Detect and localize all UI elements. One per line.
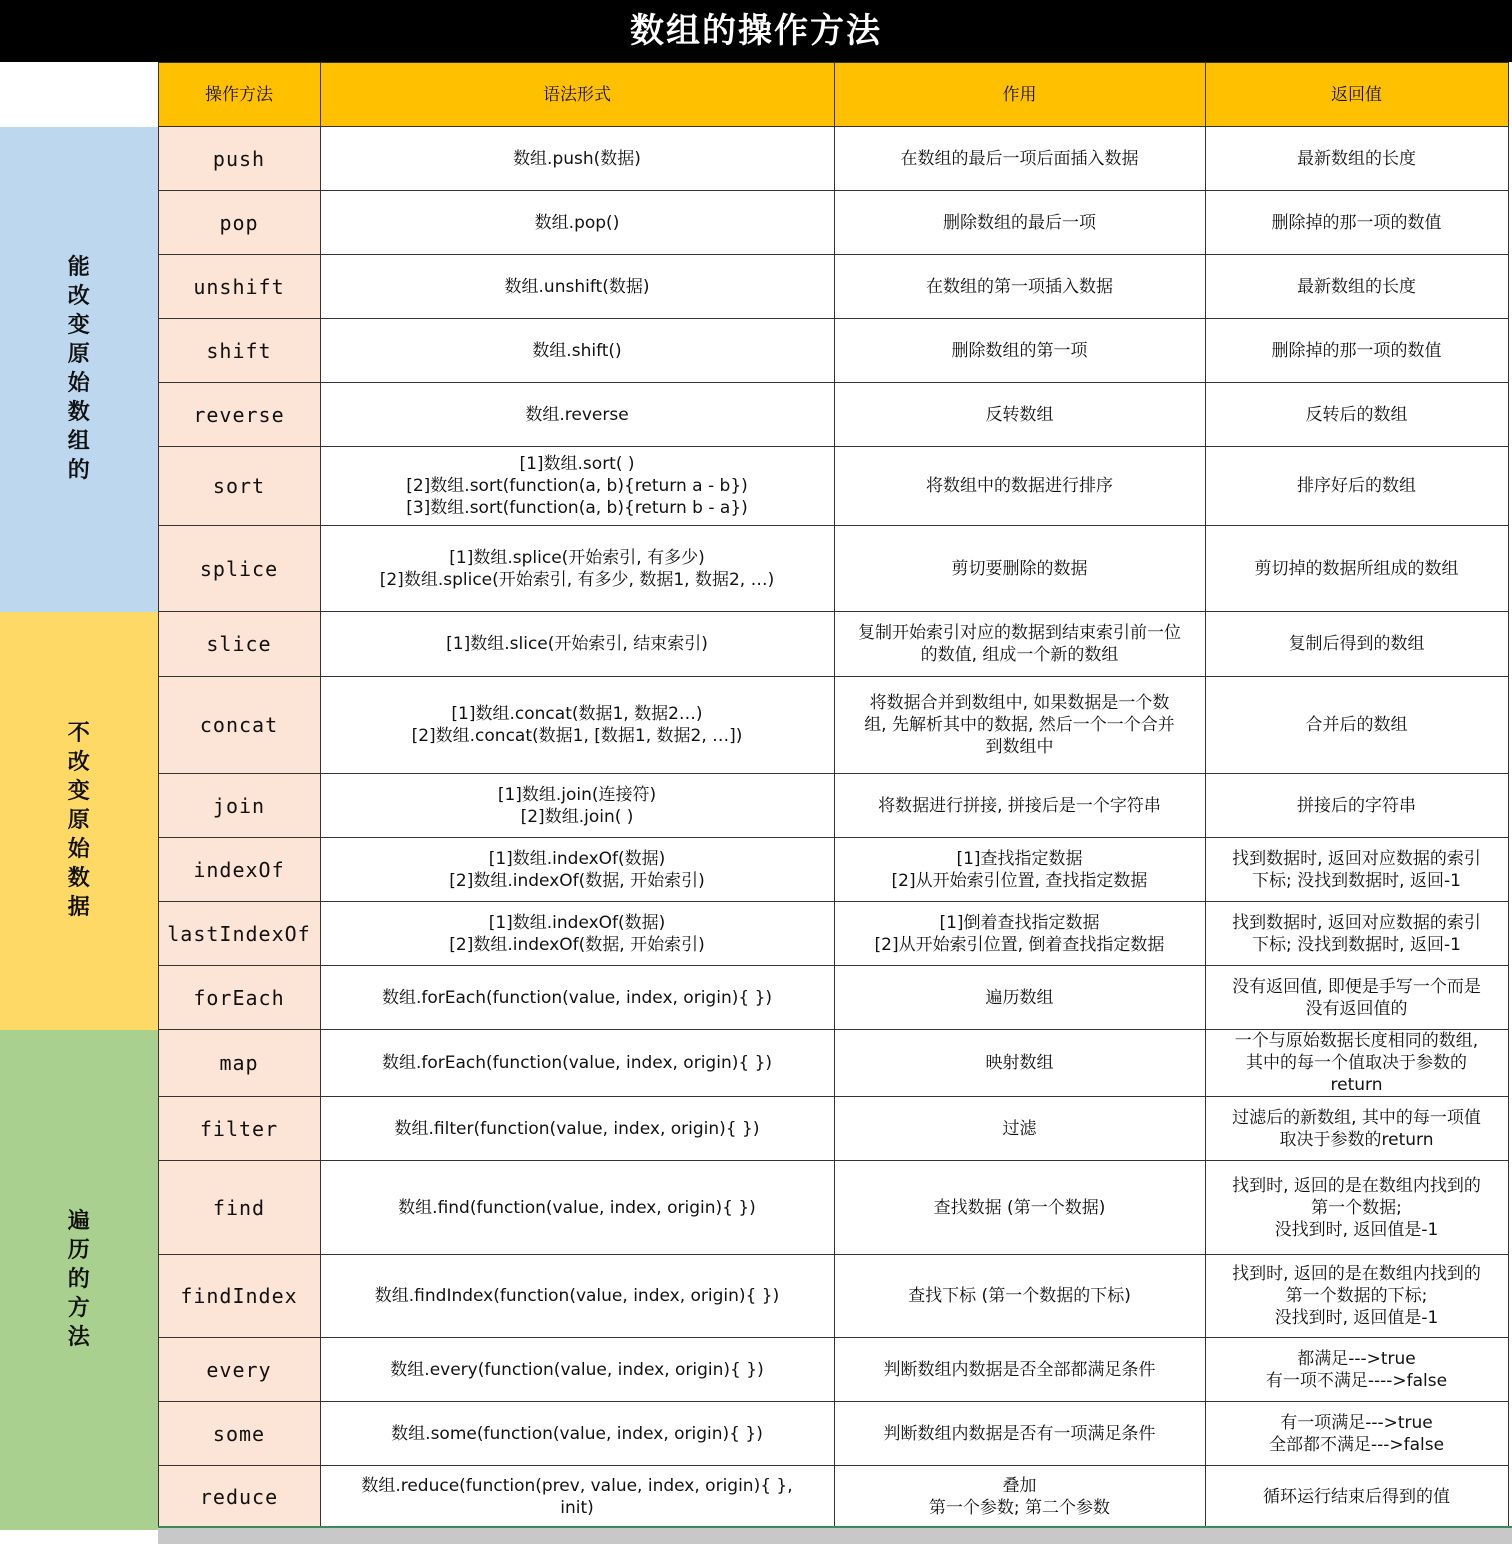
syntax-cell: 数组.filter(function(value, index, origin){ })	[320, 1097, 834, 1161]
syntax-cell: [1]数组.indexOf(数据) [2]数组.indexOf(数据, 开始索引)	[320, 838, 834, 902]
effect-cell: 查找下标 (第一个数据的下标)	[834, 1255, 1205, 1338]
effect-cell: 查找数据 (第一个数据)	[834, 1161, 1205, 1255]
returns-cell: 最新数组的长度	[1205, 255, 1508, 319]
syntax-cell: [1]数组.indexOf(数据) [2]数组.indexOf(数据, 开始索引)	[320, 902, 834, 966]
category-cell	[0, 612, 158, 1030]
syntax-cell: 数组.forEach(function(value, index, origin){ })	[320, 1030, 834, 1097]
method-cell: lastIndexOf	[158, 902, 320, 966]
method-cell: concat	[158, 677, 320, 774]
header-returns: 返回值	[1205, 63, 1508, 127]
method-cell: findIndex	[158, 1255, 320, 1338]
returns-cell: 找到时, 返回的是在数组内找到的 第一个数据; 没找到时, 返回值是-1	[1205, 1161, 1508, 1255]
effect-cell: [1]倒着查找指定数据 [2]从开始索引位置, 倒着查找指定数据	[834, 902, 1205, 966]
syntax-cell: 数组.every(function(value, index, origin){ })	[320, 1338, 834, 1402]
effect-cell: [1]查找指定数据 [2]从开始索引位置, 查找指定数据	[834, 838, 1205, 902]
table-row	[0, 1338, 1508, 1402]
horizontal-scrollbar[interactable]	[158, 1526, 1512, 1544]
category-label: 遍历的方法	[67, 1209, 90, 1350]
effect-cell: 映射数组	[834, 1030, 1205, 1097]
syntax-cell: 数组.unshift(数据)	[320, 255, 834, 319]
method-cell: some	[158, 1402, 320, 1466]
method-cell: every	[158, 1338, 320, 1402]
returns-cell: 一个与原始数据长度相同的数组, 其中的每一个值取决于参数的 return	[1205, 1030, 1508, 1097]
returns-cell: 找到数据时, 返回对应数据的索引 下标; 没找到数据时, 返回-1	[1205, 838, 1508, 902]
header-syntax: 语法形式	[320, 63, 834, 127]
table-row	[0, 612, 1508, 677]
syntax-cell: [1]数组.sort( ) [2]数组.sort(function(a, b){return a - b}) [3]数组.sort(function(a, b){return b - a})	[320, 447, 834, 526]
category-cell	[0, 1030, 158, 1530]
category-cell	[0, 127, 158, 612]
category-label: 能改变原始数组的	[67, 255, 90, 483]
table-row	[0, 255, 1508, 319]
syntax-cell: 数组.shift()	[320, 319, 834, 383]
table-row	[0, 838, 1508, 902]
method-cell: filter	[158, 1097, 320, 1161]
returns-cell: 最新数组的长度	[1205, 127, 1508, 191]
method-cell: reduce	[158, 1466, 320, 1529]
returns-cell: 找到时, 返回的是在数组内找到的 第一个数据的下标; 没找到时, 返回值是-1	[1205, 1255, 1508, 1338]
method-cell: splice	[158, 526, 320, 612]
syntax-cell: 数组.find(function(value, index, origin){ })	[320, 1161, 834, 1255]
table-row	[0, 677, 1508, 774]
returns-cell: 过滤后的新数组, 其中的每一项值 取决于参数的return	[1205, 1097, 1508, 1161]
returns-cell: 没有返回值, 即便是手写一个而是 没有返回值的	[1205, 966, 1508, 1030]
method-cell: push	[158, 127, 320, 191]
effect-cell: 在数组的最后一项后面插入数据	[834, 127, 1205, 191]
syntax-cell: [1]数组.concat(数据1, 数据2…) [2]数组.concat(数据1, [数据1, 数据2, …])	[320, 677, 834, 774]
table-row	[0, 127, 1508, 191]
method-cell: join	[158, 774, 320, 838]
table-row	[0, 1255, 1508, 1338]
syntax-cell: [1]数组.join(连接符) [2]数组.join( )	[320, 774, 834, 838]
effect-cell: 判断数组内数据是否有一项满足条件	[834, 1402, 1205, 1466]
returns-cell: 循环运行结束后得到的值	[1205, 1466, 1508, 1529]
effect-cell: 复制开始索引对应的数据到结束索引前一位 的数值, 组成一个新的数组	[834, 612, 1205, 677]
method-cell: pop	[158, 191, 320, 255]
method-cell: slice	[158, 612, 320, 677]
effect-cell: 在数组的第一项插入数据	[834, 255, 1205, 319]
returns-cell: 复制后得到的数组	[1205, 612, 1508, 677]
method-cell: map	[158, 1030, 320, 1097]
effect-cell: 判断数组内数据是否全部都满足条件	[834, 1338, 1205, 1402]
header-effect: 作用	[834, 63, 1205, 127]
syntax-cell: [1]数组.splice(开始索引, 有多少) [2]数组.splice(开始索引, 有多少, 数据1, 数据2, …)	[320, 526, 834, 612]
method-cell: unshift	[158, 255, 320, 319]
table-row	[0, 1402, 1508, 1466]
returns-cell: 删除掉的那一项的数值	[1205, 319, 1508, 383]
table-row	[0, 1161, 1508, 1255]
syntax-cell: 数组.push(数据)	[320, 127, 834, 191]
effect-cell: 过滤	[834, 1097, 1205, 1161]
table-row	[0, 774, 1508, 838]
table-row	[0, 1030, 1508, 1097]
returns-cell: 合并后的数组	[1205, 677, 1508, 774]
syntax-cell: 数组.findIndex(function(value, index, origin){ })	[320, 1255, 834, 1338]
method-cell: shift	[158, 319, 320, 383]
table-row	[0, 319, 1508, 383]
effect-cell: 将数据进行拼接, 拼接后是一个字符串	[834, 774, 1205, 838]
method-cell: indexOf	[158, 838, 320, 902]
method-cell: reverse	[158, 383, 320, 447]
method-cell: sort	[158, 447, 320, 526]
returns-cell: 反转后的数组	[1205, 383, 1508, 447]
returns-cell: 都满足--->true 有一项不满足---->false	[1205, 1338, 1508, 1402]
header-row	[0, 63, 1508, 127]
effect-cell: 反转数组	[834, 383, 1205, 447]
effect-cell: 遍历数组	[834, 966, 1205, 1030]
syntax-cell: 数组.reduce(function(prev, value, index, origin){ }, init)	[320, 1466, 834, 1529]
syntax-cell: 数组.reverse	[320, 383, 834, 447]
table-row	[0, 1466, 1508, 1529]
header-method: 操作方法	[158, 63, 320, 127]
page-title: 数组的操作方法	[0, 0, 1512, 62]
returns-cell: 找到数据时, 返回对应数据的索引 下标; 没找到数据时, 返回-1	[1205, 902, 1508, 966]
table-row	[0, 447, 1508, 526]
table-row	[0, 966, 1508, 1030]
category-label: 不改变原始数据	[67, 721, 90, 920]
method-cell: find	[158, 1161, 320, 1255]
syntax-cell: 数组.some(function(value, index, origin){ })	[320, 1402, 834, 1466]
returns-cell: 剪切掉的数据所组成的数组	[1205, 526, 1508, 612]
corner-cell	[0, 63, 158, 127]
table-row	[0, 902, 1508, 966]
effect-cell: 剪切要删除的数据	[834, 526, 1205, 612]
returns-cell: 有一项满足--->true 全部都不满足--->false	[1205, 1402, 1508, 1466]
table-row	[0, 383, 1508, 447]
effect-cell: 删除数组的第一项	[834, 319, 1205, 383]
array-methods-table	[0, 62, 1509, 1530]
table-row	[0, 191, 1508, 255]
returns-cell: 拼接后的字符串	[1205, 774, 1508, 838]
effect-cell: 将数组中的数据进行排序	[834, 447, 1205, 526]
method-cell: forEach	[158, 966, 320, 1030]
returns-cell: 排序好后的数组	[1205, 447, 1508, 526]
effect-cell: 叠加 第一个参数; 第二个参数	[834, 1466, 1205, 1529]
effect-cell: 将数据合并到数组中, 如果数据是一个数 组, 先解析其中的数据, 然后一个一个合并 到数组中	[834, 677, 1205, 774]
returns-cell: 删除掉的那一项的数值	[1205, 191, 1508, 255]
table-row	[0, 1097, 1508, 1161]
effect-cell: 删除数组的最后一项	[834, 191, 1205, 255]
syntax-cell: [1]数组.slice(开始索引, 结束索引)	[320, 612, 834, 677]
table-row	[0, 526, 1508, 612]
syntax-cell: 数组.pop()	[320, 191, 834, 255]
syntax-cell: 数组.forEach(function(value, index, origin){ })	[320, 966, 834, 1030]
